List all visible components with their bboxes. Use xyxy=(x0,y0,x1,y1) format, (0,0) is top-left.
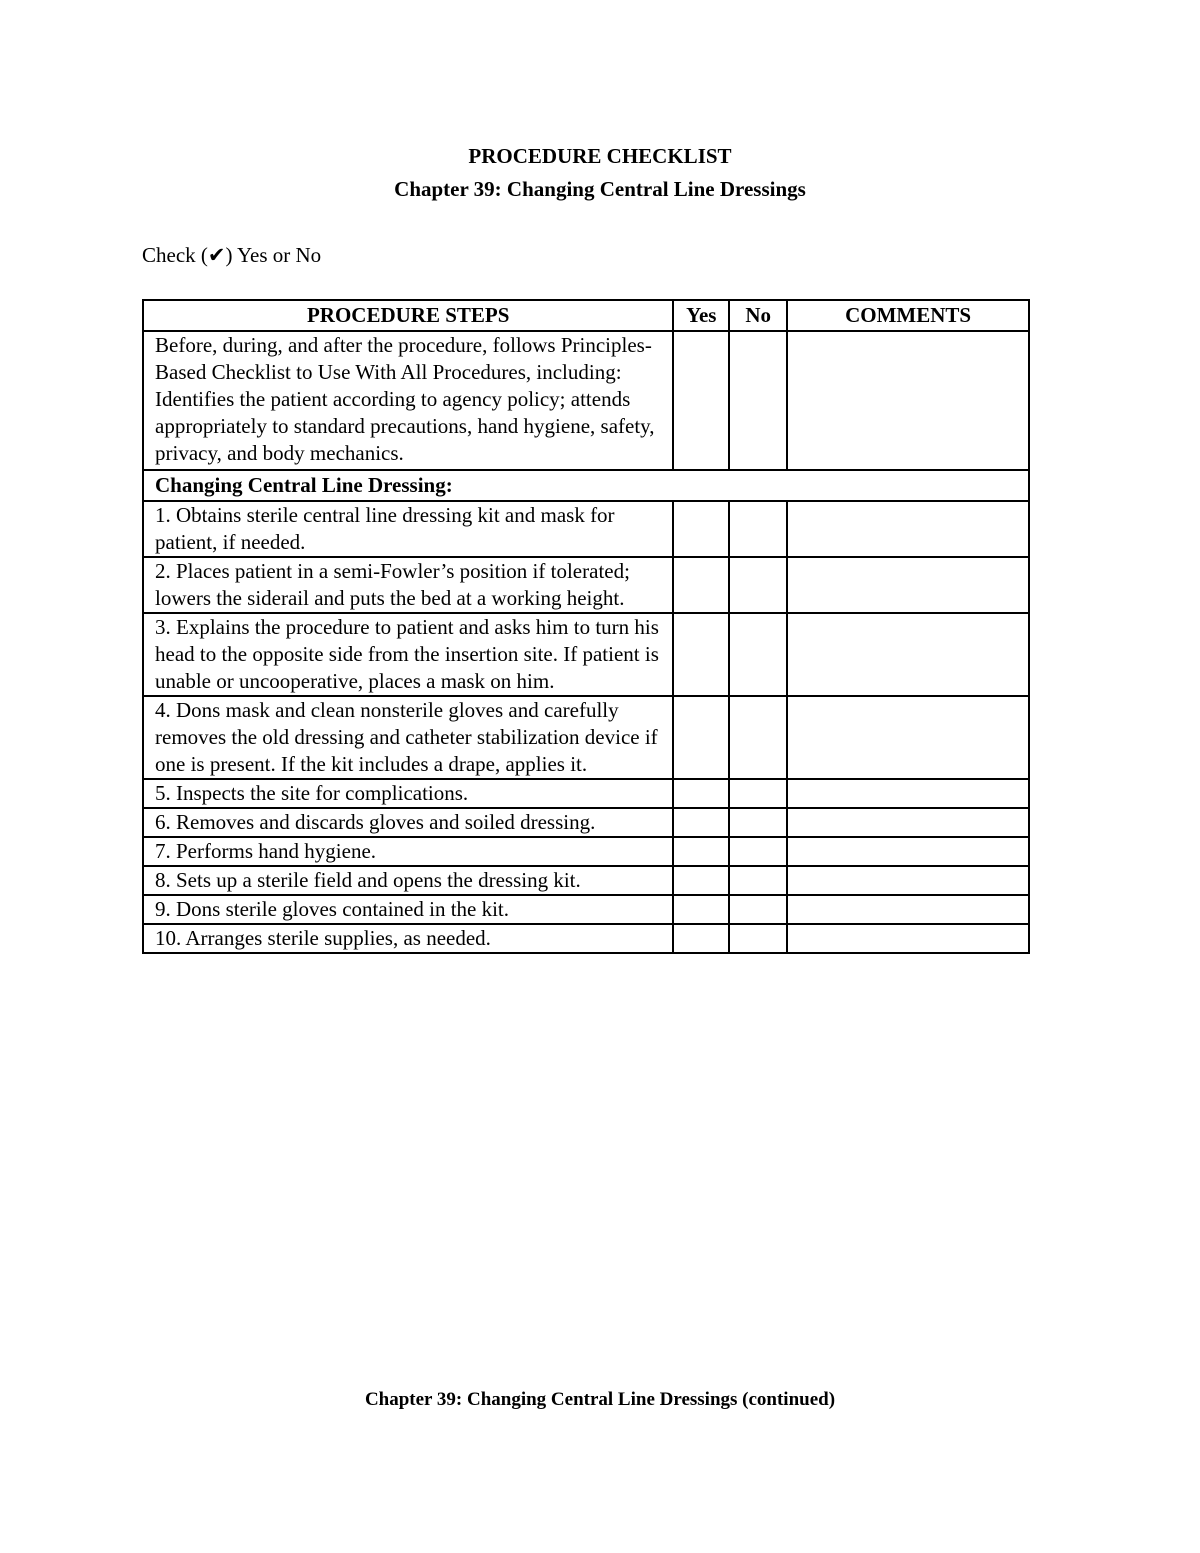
table-row xyxy=(143,808,1029,837)
step-text: 5. Inspects the site for complications. xyxy=(143,779,673,808)
step-text: 10. Arranges sterile supplies, as needed. xyxy=(143,924,673,953)
table-row xyxy=(143,837,1029,866)
comments-cell[interactable] xyxy=(787,331,1029,470)
step-text: 3. Explains the procedure to patient and asks him to turn his head to the opposite side from the insertion site. If patient is unable or uncooperative, places a mask on him. xyxy=(143,613,673,696)
comments-cell[interactable] xyxy=(787,808,1029,837)
comments-cell[interactable] xyxy=(787,895,1029,924)
no-checkbox-cell[interactable] xyxy=(729,895,787,924)
check-instruction: Check (✔) Yes or No xyxy=(142,243,322,267)
table-row xyxy=(143,779,1029,808)
yes-checkbox-cell[interactable] xyxy=(673,866,729,895)
page-footer: Chapter 39: Changing Central Line Dressings (continued) xyxy=(364,1389,836,1410)
yes-checkbox-cell[interactable] xyxy=(673,924,729,953)
header-procedure-steps: PROCEDURE STEPS xyxy=(143,300,673,331)
header-no: No xyxy=(729,300,787,331)
step-text: 9. Dons sterile gloves contained in the kit. xyxy=(143,895,673,924)
step-text: 6. Removes and discards gloves and soiled dressing. xyxy=(143,808,673,837)
table-row xyxy=(143,613,1029,696)
header-comments: COMMENTS xyxy=(787,300,1029,331)
no-checkbox-cell[interactable] xyxy=(729,837,787,866)
no-checkbox-cell[interactable] xyxy=(729,779,787,808)
yes-checkbox-cell[interactable] xyxy=(673,837,729,866)
no-checkbox-cell[interactable] xyxy=(729,613,787,696)
no-checkbox-cell[interactable] xyxy=(729,924,787,953)
yes-checkbox-cell[interactable] xyxy=(673,696,729,779)
no-checkbox-cell[interactable] xyxy=(729,866,787,895)
no-checkbox-cell[interactable] xyxy=(729,557,787,613)
comments-cell[interactable] xyxy=(787,924,1029,953)
step-text: 8. Sets up a sterile field and opens the dressing kit. xyxy=(143,866,673,895)
no-checkbox-cell[interactable] xyxy=(729,501,787,557)
yes-checkbox-cell[interactable] xyxy=(673,613,729,696)
comments-cell[interactable] xyxy=(787,501,1029,557)
no-checkbox-cell[interactable] xyxy=(729,808,787,837)
table-row xyxy=(143,895,1029,924)
table-header-row xyxy=(143,300,1029,331)
step-text: 7. Performs hand hygiene. xyxy=(143,837,673,866)
comments-cell[interactable] xyxy=(787,613,1029,696)
yes-checkbox-cell[interactable] xyxy=(673,779,729,808)
yes-checkbox-cell[interactable] xyxy=(673,557,729,613)
table-row xyxy=(143,501,1029,557)
comments-cell[interactable] xyxy=(787,696,1029,779)
yes-checkbox-cell[interactable] xyxy=(673,808,729,837)
table-row xyxy=(143,924,1029,953)
table-row xyxy=(143,557,1029,613)
comments-cell[interactable] xyxy=(787,779,1029,808)
procedure-checklist-table xyxy=(142,299,1030,954)
section-label: Changing Central Line Dressing: xyxy=(143,470,1029,501)
table-row xyxy=(143,696,1029,779)
step-text: 1. Obtains sterile central line dressing kit and mask for patient, if needed. xyxy=(143,501,673,557)
table-row xyxy=(143,866,1029,895)
yes-checkbox-cell[interactable] xyxy=(673,331,729,470)
table-row xyxy=(143,331,1029,470)
step-text: Before, during, and after the procedure, follows Principles-Based Checklist to Use With All Procedures, including: Identifies the patient according to agency policy; attends appropriately to standard precautions, hand hygiene, safety, privacy, and body mechanics. xyxy=(143,331,673,470)
no-checkbox-cell[interactable] xyxy=(729,331,787,470)
step-text: 4. Dons mask and clean nonsterile gloves and carefully removes the old dressing and catheter stabilization device if one is present. If the kit includes a drape, applies it. xyxy=(143,696,673,779)
yes-checkbox-cell[interactable] xyxy=(673,501,729,557)
no-checkbox-cell[interactable] xyxy=(729,696,787,779)
comments-cell[interactable] xyxy=(787,837,1029,866)
comments-cell[interactable] xyxy=(787,557,1029,613)
comments-cell[interactable] xyxy=(787,866,1029,895)
section-row xyxy=(143,470,1029,501)
header-yes: Yes xyxy=(673,300,729,331)
document-subtitle: Chapter 39: Changing Central Line Dressings xyxy=(394,177,806,201)
yes-checkbox-cell[interactable] xyxy=(673,895,729,924)
step-text: 2. Places patient in a semi-Fowler’s position if tolerated; lowers the siderail and puts the bed at a working height. xyxy=(143,557,673,613)
document-title: PROCEDURE CHECKLIST xyxy=(468,144,732,168)
